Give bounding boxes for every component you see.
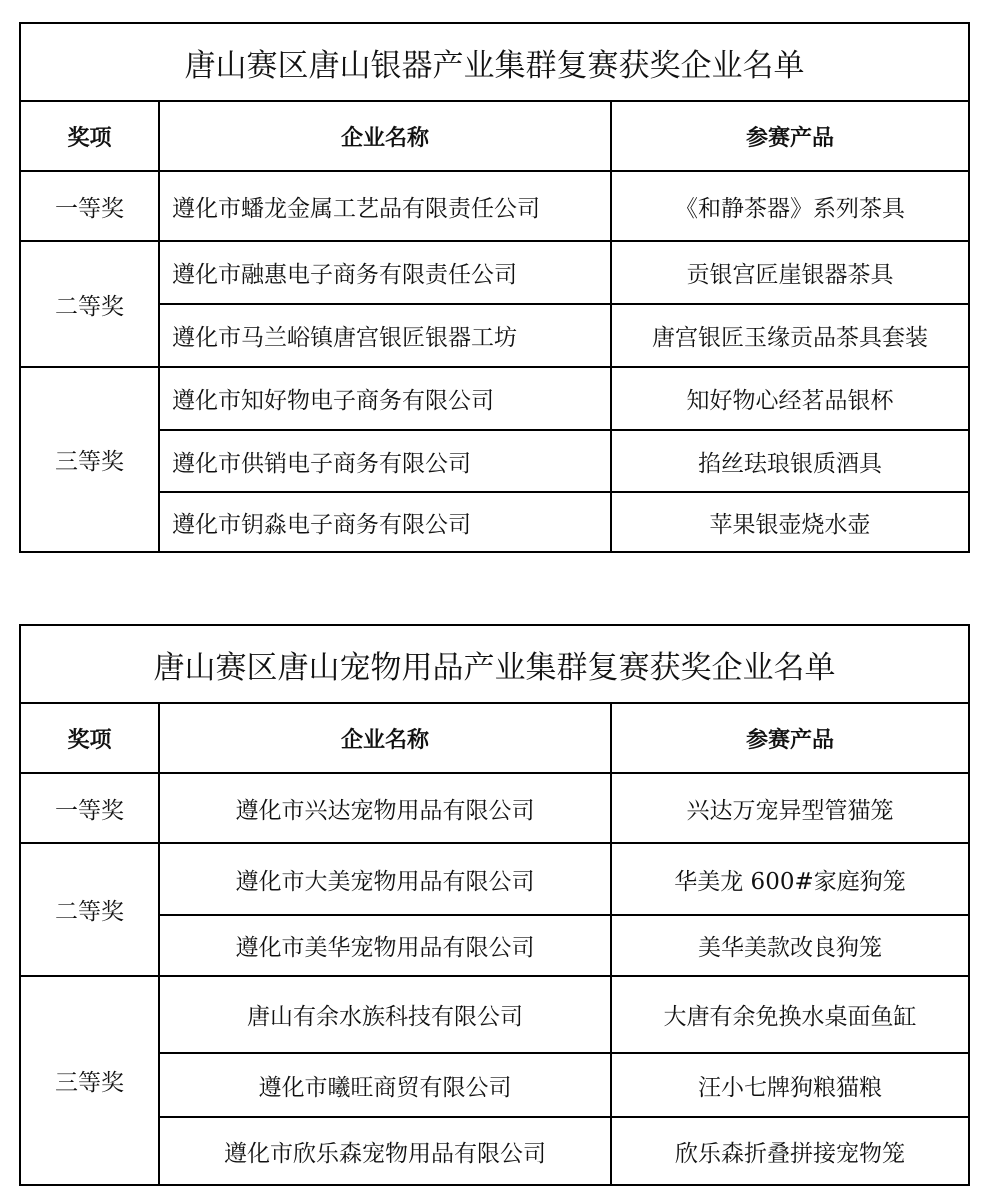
award-level: 三等奖	[20, 976, 159, 1185]
award-level: 一等奖	[20, 773, 159, 843]
table-row	[20, 241, 969, 304]
award-level: 三等奖	[20, 367, 159, 552]
product-name: 美华美款改良狗笼	[611, 915, 969, 976]
table-row	[20, 843, 969, 915]
table-row	[20, 915, 969, 976]
product-name: 《和静茶器》系列茶具	[611, 171, 969, 241]
table-row	[20, 430, 969, 492]
product-name: 汪小七牌狗粮猫粮	[611, 1053, 969, 1117]
header-award: 奖项	[20, 703, 159, 773]
company-name: 遵化市美华宠物用品有限公司	[159, 915, 611, 976]
company-name: 遵化市兴达宠物用品有限公司	[159, 773, 611, 843]
product-name: 苹果银壶烧水壶	[611, 492, 969, 552]
company-name: 遵化市大美宠物用品有限公司	[159, 843, 611, 915]
header-product: 参赛产品	[611, 101, 969, 171]
table-row	[20, 367, 969, 430]
award-level: 二等奖	[20, 241, 159, 367]
company-name: 唐山有余水族科技有限公司	[159, 976, 611, 1053]
company-name: 遵化市马兰峪镇唐宫银匠银器工坊	[159, 304, 611, 367]
table-row	[20, 976, 969, 1053]
product-name: 欣乐森折叠拼接宠物笼	[611, 1117, 969, 1185]
table-title: 唐山赛区唐山银器产业集群复赛获奖企业名单	[20, 23, 969, 101]
product-name: 贡银宫匠崖银器茶具	[611, 241, 969, 304]
header-award: 奖项	[20, 101, 159, 171]
product-name: 华美龙 600#家庭狗笼	[611, 843, 969, 915]
pet-supplies-award-table	[19, 624, 970, 1186]
table-row	[20, 492, 969, 552]
header-company: 企业名称	[159, 101, 611, 171]
company-name: 遵化市欣乐森宠物用品有限公司	[159, 1117, 611, 1185]
product-name: 大唐有余免换水桌面鱼缸	[611, 976, 969, 1053]
table-row	[20, 1053, 969, 1117]
table-title: 唐山赛区唐山宠物用品产业集群复赛获奖企业名单	[20, 625, 969, 703]
table-row	[20, 304, 969, 367]
product-name: 掐丝珐琅银质酒具	[611, 430, 969, 492]
company-name: 遵化市钥淼电子商务有限公司	[159, 492, 611, 552]
product-name: 知好物心经茗品银杯	[611, 367, 969, 430]
header-row	[20, 703, 969, 773]
silverware-award-table	[19, 22, 970, 553]
award-level: 一等奖	[20, 171, 159, 241]
company-name: 遵化市曦旺商贸有限公司	[159, 1053, 611, 1117]
award-level: 二等奖	[20, 843, 159, 976]
header-row	[20, 101, 969, 171]
header-product: 参赛产品	[611, 703, 969, 773]
table-row	[20, 773, 969, 843]
table-row	[20, 171, 969, 241]
product-name: 兴达万宠异型管猫笼	[611, 773, 969, 843]
product-name: 唐宫银匠玉缘贡品茶具套装	[611, 304, 969, 367]
header-company: 企业名称	[159, 703, 611, 773]
company-name: 遵化市供销电子商务有限公司	[159, 430, 611, 492]
company-name: 遵化市蟠龙金属工艺品有限责任公司	[159, 171, 611, 241]
table-row	[20, 1117, 969, 1185]
company-name: 遵化市融惠电子商务有限责任公司	[159, 241, 611, 304]
company-name: 遵化市知好物电子商务有限公司	[159, 367, 611, 430]
